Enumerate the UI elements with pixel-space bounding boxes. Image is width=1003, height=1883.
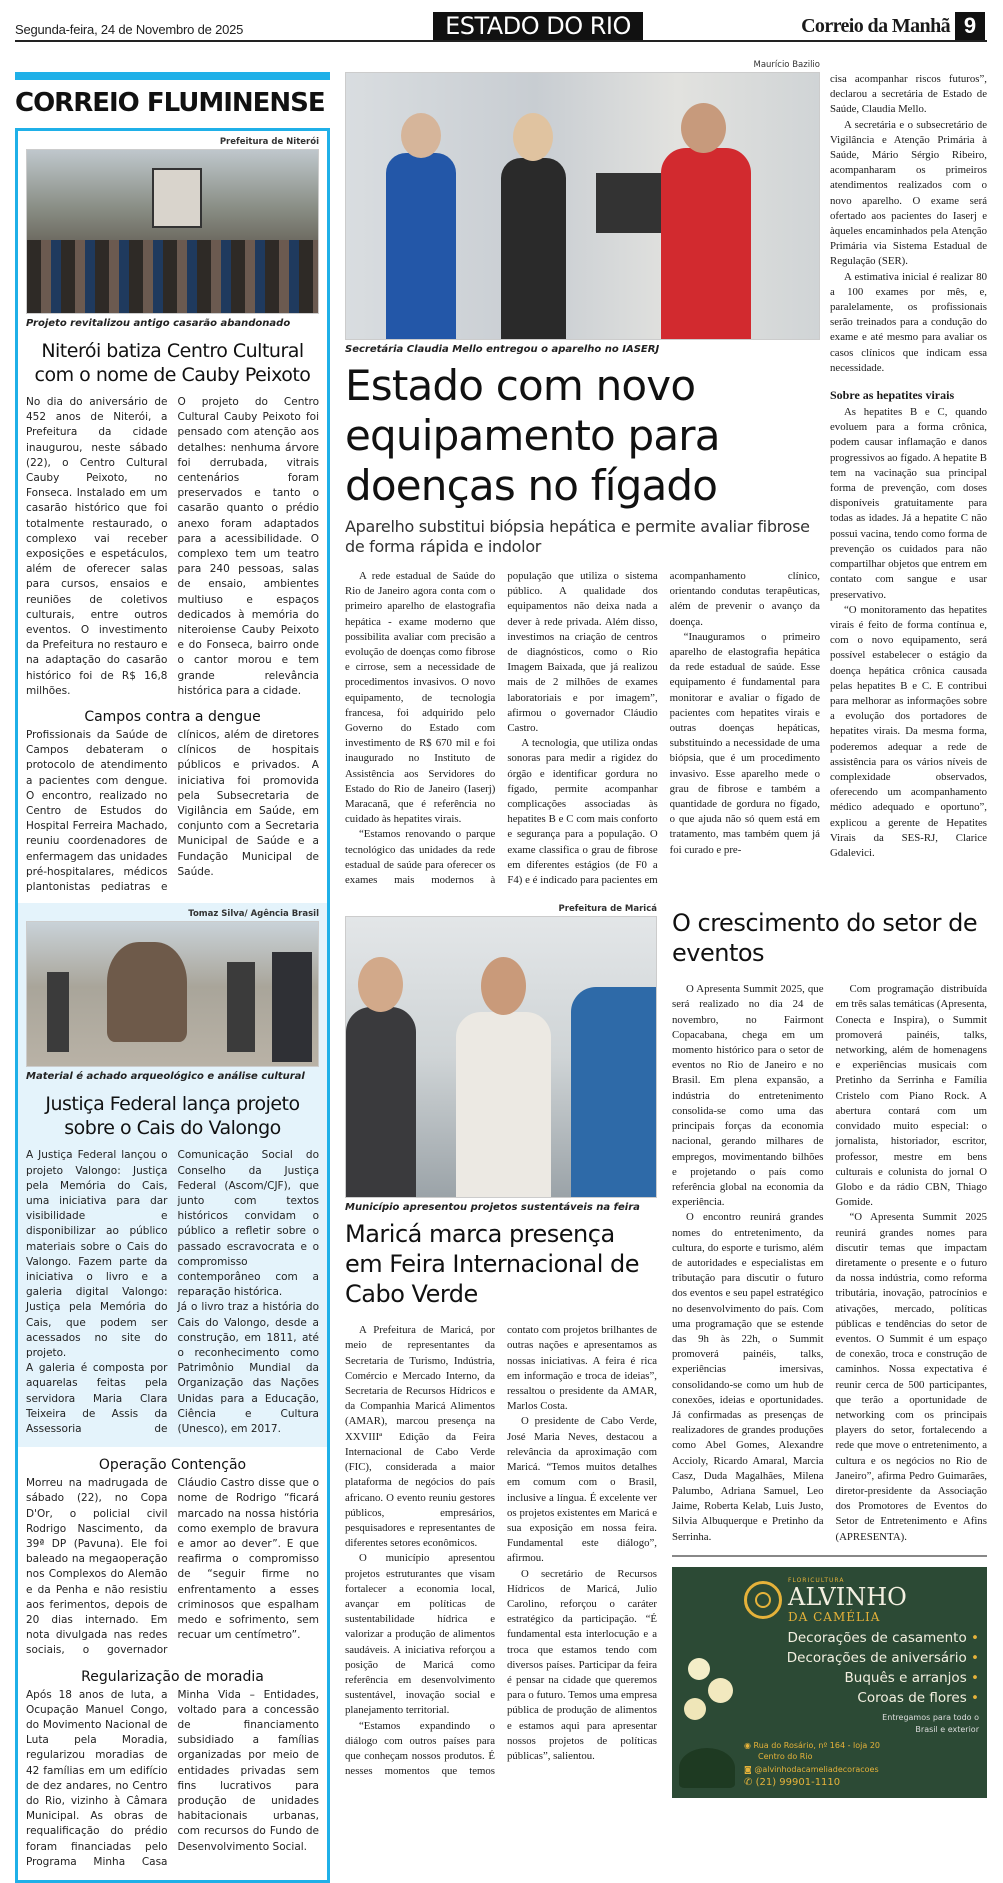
ad-phone[interactable]: ✆ (21) 99901-1110 (744, 1776, 841, 1788)
sidebar-accent-bar (15, 72, 330, 80)
article-headline: Niterói batiza Centro Cultural com o nome de Cauby Peixoto (34, 340, 311, 386)
main-article-body: A rede estadual de Saúde do Rio de Janeiro agora conta com o primeiro aparelho de elastografia hepática - exame moderno que possibilita avaliar com precisão a evolução de doenças como fibrose e cirrose, sem a necessidade de procedimentos invasivos. O novo equipamento, de tecnologia francesa, foi adquirido pelo Governo do Estado com investimento de R$ 670 mil e foi inaugurado no Instituto de Assistência aos Servidores do Estado do Rio de Janeiro (Iaserj) Maracanã, que é referência no cuidado às hepatites virais. “Estamos renovando o parque tecnológico das unidades da rede estadual de saúde para oferecer os exames mais modernos à população que utiliza o sistema público. A qualidade dos equipamentos não deixa nada a dever à rede privada. Além disso, investimos na criação de centros de diagnósticos, como o Rio Imagem Baixada, que já realizou mais de 2 milhões de exames laboratoriais e por imagem”, afirmou o governador Cláudio Castro. A tecnologia, que utiliza ondas sonoras para medir a rigidez do órgão e identificar gordura no fígado, permite acompanhar complicações associadas às hepatites B e C com mais conforto e segurança para a população. O exame classifica o grau de fibrose em diferentes estágios (de F0 a F4) e é indicado para pacientes em acompanhamento clínico, orientando condutas terapêuticas, além de prevenir o avanço da doença. “Inauguramos o primeiro aparelho de elastografia hepática da rede estadual de saúde. Esse equipamento é fundamental para monitorar e avaliar o fígado de pacientes com hepatites virais e outras doenças hepáticas, substituindo a necessidade de uma biópsia, que é um procedimento invasivo. Esse aparelho mede o grau de fibrose e também a quantidade de gordura no fígado, o que ajuda não só quem está em tratamento, mas também quem já foi curado e pre- (345, 570, 820, 887)
main-subheadline: Aparelho substitui biópsia hepática e permite avaliar fibrose de forma rápida e indolor (345, 517, 810, 556)
photo-credit: Prefeitura de Niterói (219, 137, 319, 147)
photo-health-secretary (345, 72, 820, 340)
page-number: 9 (955, 12, 985, 40)
advertisement-alvinho-da-camelia[interactable] (672, 1567, 987, 1798)
photo-caption: Projeto revitalizou antigo casarão abandonado (26, 318, 291, 329)
article-body-valongo: A Justiça Federal lançou o projeto Valongo: Justiça pela Memória do Cais, uma iniciativa para dar visibilidade e disponibilizar ao público materiais sobre o Cais do Valongo. Fazem parte da iniciativa o livro e a galeria digital Valongo: Justiça pela Memória do Cais, que podem ser acessados no site do projeto. A galeria é composta por aquarelas feitas pela servidora Maria Clara Teixeira de Assis da Assessoria de Comunicação Social do Conselho da Justiça Federal (Ascom/CJF), que junto com textos históricos convidam o público a refletir sobre o passado escravocrata e o compromisso contemporâneo com a reparação histórica. Já o livro traz a história do Cais do Valongo, desde a construção, em 1811, até o reconhecimento como Patrimônio Mundial da Organização das Nações Unidas para a Educação, Ciência e Cultura (Unesco), em 2017. (26, 1149, 319, 1435)
whatsapp-icon: ✆ (744, 1776, 756, 1788)
section-title: ESTADO DO RIO (433, 12, 643, 40)
main-article-continuation: cisa acompanhar riscos futuros”, declarou a secretária de Estado de Saúde, Claudia Mello. A secretária e o subsecretário de Vigilância e Atenção Primária à Saúde, Mário Sérgio Ribeiro, acompanharam os primeiros atendimentos realizados com o novo aparelho. O exame será ofertado aos pacientes do Iaserj e àqueles encaminhados pela Atenção Primária via Sistema Estadual de Regulação (SER). A estimativa inicial é realizar 80 a 100 exames por mês, e, paralelamente, os profissionais serão treinados para a condução do exame e até mesmo para avaliar os casos clínicos que indicam essa necessidade. Sobre as hepatites virais As hepatites B e C, quando evoluem para a forma crônica, podem causar inflamação e danos progressivos ao fígado. A hepatite B tem na vacinação sua principal forma de prevenção, com doses disponíveis gratuitamente para todas as idades. Já a hepatite C não possui vacina, tendo como forma de prevenção os cuidados para não compartilhar objetos que entrem em contato com sangue e usar preservativo. “O monitoramento das hepatites virais é feito de forma contínua e, com o novo equipamento, será possível estabelecer o estágio da doença hepática crônica causada pelas hepatites B e C. E contribui para melhorar as informações sobre a evolução dos portadores de hepatites virais. Da mesma forma, poderemos adequar a rede de assistência para os vários níveis de complexidade observados, oferecendo um acompanhamento médico adequado e oportuno”, explicou a gerente de Hepatites Virais da SES-RJ, Clarice Gdalevici. (830, 73, 987, 859)
brief-body-campos: Profissionais da Saúde de Campos debateram o protocolo de atendimento a pacientes com dengue. O encontro, realizado no Centro de Estudos do Hospital Ferreira Machado, reuniu coordenadores de enfermagem das unidades pré-hospitalares, médicos plantonistas pediatras e clínicos, além de diretores clínicos de hospitais públicos e privados. A iniciativa foi promovida pela Subsecretaria de Vigilância em Saúde, em conjunto com a Secretaria Municipal de Saúde e a Fundação Municipal de Saúde. (26, 729, 319, 894)
article-headline: Justiça Federal lança projeto sobre o Cais do Valongo (45, 1093, 300, 1140)
ad-instagram[interactable]: ◙ @alvinhodacameliadecoracoes (744, 1764, 879, 1774)
brief-headline: Campos contra a dengue (84, 709, 261, 726)
newspaper-logo: Correio da Manhã (801, 15, 950, 37)
article-marica (345, 902, 657, 1779)
ad-logo (744, 1577, 979, 1624)
photo-caption: Secretária Claudia Mello entregou o aparelho no IASERJ (345, 344, 660, 355)
ad-brand-top: FLORICULTURA (788, 1576, 845, 1584)
sidebar-correio-fluminense (15, 72, 330, 1883)
brief-headline: Operação Contenção (98, 1457, 247, 1474)
article-body-eventos: O Apresenta Summit 2025, que será realizado no dia 24 de novembro, no Fairmont Copacabana, chega em um momento histórico para o setor de eventos no Rio de Janeiro e no Brasil. Em plena expansão, a indústria do entretenimento consolida-se como uma das principais forças da economia nacional, gerando milhares de empregos, movimentando bilhões e projetando o país como referência global na economia da experiência. O encontro reunirá grandes nomes do entretenimento, da cultura, do esporte e turismo, além de autoridades e especialistas em tributação para discutir o futuro dos eventos e seu papel estratégico no desenvolvimento do país. Com uma programação que se estende das 9h às 22h, o Summit promoverá painéis, talks, experiências imersivas, consolidando-se como um hub de conexões, ideias e oportunidades. Já confirmadas as presenças de realizadores de grandes produções como Abel Gomes, Alexandre Accioly, Ricardo Amaral, Marcia Casz, Duda Magalhães, Milena Palumbo, Adriana Samuel, Leo Jaime, Roberta Kelab, Luis Justo, Silvia Albuquerque e Pretinho da Serrinha. Com programação distribuída em três salas temáticas (Apresenta, Conecta e Inspira), o Summit promoverá painéis, talks, networking, além de homenagens e experiências musicais com Pretinho da Serrinha e Família Cristelo com Piano Rock. A abertura contará com um convidado muito especial: o jornalista, historiador, escritor, professor, mestre em bens culturais e colunista do jornal O Globo e da rádio CBN, Thiago Gomide. “O Apresenta Summit 2025 reunirá grandes nomes para discutir temas que impactam diretamente o presente e o futuro da nossa indústria, como reforma tributária, inovação, patrocínios e ativações, mercado, políticas públicas e tendências do setor de eventos. O Summit é um espaço de conexão, troca e construção de caminhos. Nossa expectativa é reunir cerca de 500 participantes, que terão a oportunidade de networking com os principais players do setor, fortalecendo a rede que move o entretenimento, a cultura e os negócios no Rio de Janeiro”, afirma Pedro Guimarães, diretor-presidente da Associação dos Promotores de Eventos do Setor de Entretenimento e Afins (APRESENTA). (672, 983, 987, 1543)
ad-brand: ALVINHO (788, 1582, 907, 1611)
photo-credit: Maurício Bazilio (753, 60, 820, 70)
photo-caption: Município apresentou projetos sustentáveis na feira (345, 1202, 640, 1214)
brief-headline: Regularização de moradia (81, 1668, 264, 1685)
article-headline: O crescimento do setor de eventos (672, 909, 978, 968)
subsection-heading: Sobre as hepatites virais (830, 388, 955, 403)
ad-address: ◉ Rua do Rosário, nº 164 - loja 20 Centro do Rio (744, 1740, 881, 1761)
photo-marica-fair (345, 916, 657, 1198)
article-headline: Maricá marca presença em Feira Internacional de Cabo Verde (345, 1220, 639, 1309)
ad-services: Decorações de casamento • Decorações de aniversário • Buquês e arranjos • Coroas de flores • (786, 1629, 979, 1706)
main-article (345, 58, 820, 888)
sidebar-title: CORREIO FLUMINENSE (15, 88, 325, 118)
header-divider (15, 40, 987, 42)
sidebar-highlight-band (18, 903, 327, 1447)
article-body-marica: A Prefeitura de Maricá, por meio de representantes da Secretaria de Turismo, Indústria, Comércio e Mercado Interno, da Secretaria de Recursos Hídricos e da Companhia Maricá Alimentos (AMAR), marcou presença na XXVIIIª Edição da Feira Internacional de Cabo Verde (FIC), considerada a maior plataforma de negócios do país africano. O evento reuniu gestores públicos, empresários, pesquisadores e representantes de diferentes setores econômicos. O município apresentou projetos estruturantes que visam fortalecer a economia local, avançar em políticas de sustentabilidade hídrica e valorizar a produção de alimentos saudáveis. A iniciativa reforçou a posição de Maricá como referência em desenvolvimento sustentável, inovação social e planejamento territorial. “Estamos expandindo o diálogo com outros países para que conheçam nossos produtos. É nesses momentos que temos contato com projetos brilhantes de outras nações e apresentamos as nossas iniciativas. A feira é rica em informação e troca de ideias”, ressaltou o presidente da AMAR, Marlos Costa. O presidente de Cabo Verde, José Maria Neves, destacou a relevância da aproximação com Maricá. “Temos muitos detalhes em comum com o Brasil, inclusive a língua. É excelente ver os projetos existentes em Maricá e sua exposição em nossa feira. Fundamental este diálogo”, afirmou. O secretário de Recursos Hídricos de Maricá, Julio Carolino, reforçou o caráter estratégico da participação. “É fundamental esta interlocução e a troca que estamos tendo com diversos países. Participar da feira é pensar na cidade que queremos para o futuro. Temos uma empresa pública de produção de alimentos e estamos aqui para apresentar nossos projetos de políticas públicas”, salientou. (345, 1324, 657, 1778)
photo-valongo-monument (26, 921, 319, 1067)
brief-body-operacao: Morreu na madrugada de sábado (22), no Copa D'Or, o policial civil Rodrigo Nascimento, da 39ª DP (Pavuna). Ele foi baleado na megaoperação nos Complexos do Alemão e da Penha e não resistiu aos ferimentos, depois de 20 dias internado. Em nota divulgada nas redes sociais, o governador Cláudio Castro disse que o nome de Rodrigo “ficará marcado na nossa história como exemplo de bravura e amor ao dever”. E que reafirma o compromisso de “seguir firme no enfrentamento a esses criminosos que espalham medo e sofrimento, sem recuar um centímetro”. (26, 1477, 319, 1657)
sidebar-box (15, 128, 330, 1883)
orchid-image (676, 1648, 738, 1788)
ad-brand-sub: DA CAMÉLIA (788, 1609, 881, 1624)
flower-logo-icon (744, 1581, 782, 1619)
instagram-icon: ◙ (744, 1764, 755, 1774)
photo-credit: Prefeitura de Maricá (558, 904, 657, 915)
main-content (345, 58, 987, 1798)
brief-body-moradia: Após 18 anos de luta, a Ocupação Manuel Congo, do Movimento Nacional de Luta pela Moradia, regularizou moradias de 42 famílias em um edifício de dez andares, no Centro do Rio, vizinho à Câmara Municipal. As obras de requalificação do prédio foram financiadas pelo Programa Minha Casa Minha Vida – Entidades, voltado para a concessão de financiamento subsidiado a famílias organizadas por meio de entidades privadas sem fins lucrativos para produção de unidades habitacionais urbanas, com recursos do Fundo de Desenvolvimento Social. (26, 1688, 319, 1868)
main-headline: Estado com novo equipamento para doenças no fígado (345, 361, 720, 510)
location-pin-icon: ◉ (744, 1740, 754, 1750)
photo-caption: Material é achado arqueológico e análise cultural (26, 1071, 305, 1083)
article-eventos (672, 902, 987, 1798)
issue-date: Segunda-feira, 24 de Novembro de 2025 (15, 22, 244, 37)
divider (672, 1555, 987, 1557)
photo-niteroi-event (26, 149, 319, 314)
article-body-niteroi: No dia do aniversário de 452 anos de Niterói, a Prefeitura da cidade inaugurou, neste sábado (22), o Centro Cultural Cauby Peixoto, no Fonseca. Instalado em um casarão histórico que foi totalmente restaurado, o complexo vai receber exposições e espetáculos, além de oferecer salas para cursos, ensaios e reuniões de coletivos culturais, entre outros eventos. O investimento da Prefeitura no restauro e na adaptação do casarão histórico foi de R$ 16,8 milhões. O projeto do Centro Cultural Cauby Peixoto foi pensado com atenção aos detalhes: nenhuma árvore foi derrubada, vitrais centenários foram preservados e tanto o casarão quanto o prédio anexo foram adaptados para a acessibilidade. O complexo tem um teatro para 240 pessoas, salas de ensaio, ambientes multiuso e espaços dedicados à memória do niteroiense Cauby Peixoto e do Fonseca, bairro onde o cantor morou e tem grande relevância histórica para a cidade. (26, 396, 319, 697)
photo-credit: Tomaz Silva/ Agência Brasil (188, 909, 319, 920)
ad-delivery: Entregamos para todo o Brasil e exterior (882, 1712, 979, 1734)
